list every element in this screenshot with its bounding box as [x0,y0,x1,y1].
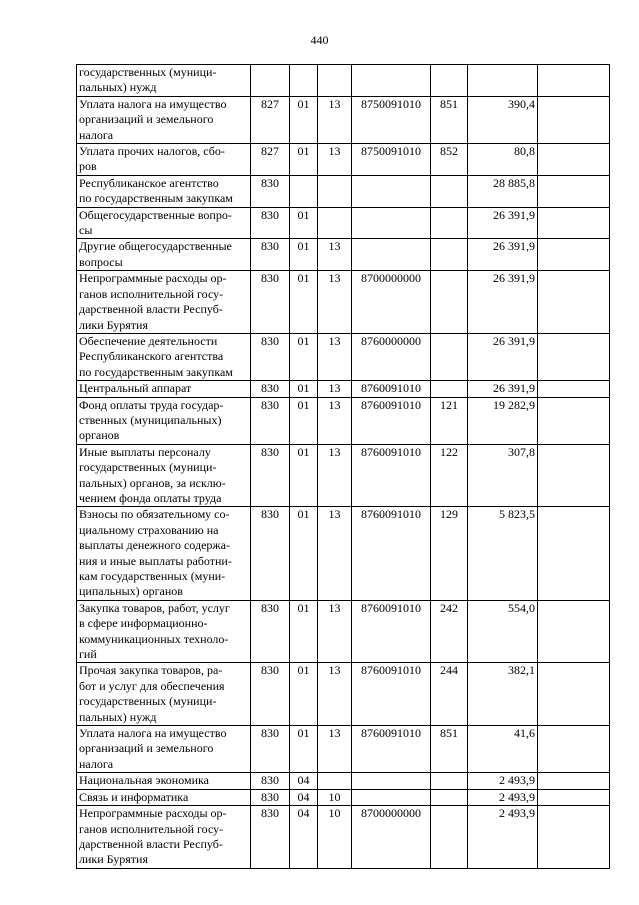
cell-amount: 26 391,9 [468,333,538,380]
cell-empty [538,789,610,805]
cell-expense-kind [431,65,468,97]
cell-code: 830 [251,806,290,869]
cell-target-article: 8760091010 [352,600,431,663]
name-line: дарственной власти Респуб- [79,836,223,851]
name-line: Взносы по обязательному со- [79,507,230,522]
name-line: Закупка товаров, работ, услуг [79,600,230,615]
cell-name [77,773,251,789]
cell-empty [538,271,610,334]
cell-target-article: 8760000000 [352,333,431,380]
cell-name [77,65,251,97]
cell-amount: 28 885,8 [468,175,538,207]
cell-expense-kind: 851 [431,96,468,143]
table-row [77,96,610,143]
cell-empty [538,773,610,789]
cell-amount: 19 282,9 [468,397,538,444]
name-line: Обеспечение деятельности [79,333,218,348]
cell-code: 830 [251,663,290,726]
cell-expense-kind: 122 [431,444,468,507]
name-line: Непрограммные расходы ор- [79,806,227,821]
name-line: выплаты денежного содержа- [79,538,231,553]
table-row [77,773,610,789]
name-line: организаций и земельного [79,112,214,127]
table-row [77,144,610,176]
cell-name [77,381,251,397]
cell-target-article [352,65,431,97]
table-row [77,271,610,334]
name-line: государственных (муници- [79,694,217,709]
table-row [77,806,610,869]
name-line: государственных (муници- [79,65,217,79]
cell-code: 830 [251,175,290,207]
name-line: пальных) нужд [79,709,157,724]
cell-empty [538,175,610,207]
name-line: государственных (муници- [79,460,217,475]
cell-amount: 307,8 [468,444,538,507]
cell-empty [538,65,610,97]
name-line: пальных) органов, за исклю- [79,475,226,490]
cell-expense-kind: 129 [431,507,468,600]
table-row [77,397,610,444]
cell-amount: 2 493,9 [468,789,538,805]
name-line: Центральный аппарат [79,381,192,396]
cell-code: 830 [251,381,290,397]
cell-code: 830 [251,333,290,380]
table-row [77,381,610,397]
cell-name [77,789,251,805]
cell-amount: 41,6 [468,726,538,773]
table-row [77,726,610,773]
cell-subsection: 13 [318,663,352,726]
name-line: бот и услуг для обеспечения [79,678,225,693]
name-line: ния и иные выплаты работни- [79,553,232,568]
cell-amount: 390,4 [468,96,538,143]
cell-name [77,175,251,207]
cell-subsection [318,207,352,239]
name-line: коммуникационных техноло- [79,631,229,646]
table-row [77,333,610,380]
cell-code: 827 [251,144,290,176]
cell-target-article [352,239,431,271]
cell-subsection: 13 [318,333,352,380]
cell-section: 01 [290,96,318,143]
cell-target-article: 8760091010 [352,397,431,444]
cell-code: 830 [251,773,290,789]
name-line: циальному страхованию на [79,522,219,537]
cell-subsection: 13 [318,271,352,334]
name-line: Непрограммные расходы ор- [79,271,227,286]
cell-empty [538,239,610,271]
cell-target-article: 8700000000 [352,271,431,334]
cell-subsection: 13 [318,726,352,773]
cell-code: 830 [251,271,290,334]
cell-empty [538,507,610,600]
cell-amount: 554,0 [468,600,538,663]
cell-section: 01 [290,726,318,773]
cell-name [77,726,251,773]
name-line: чением фонда оплаты труда [79,490,222,505]
cell-section: 01 [290,271,318,334]
cell-name [77,663,251,726]
cell-target-article: 8760091010 [352,444,431,507]
cell-expense-kind: 244 [431,663,468,726]
cell-subsection: 13 [318,444,352,507]
cell-code: 827 [251,96,290,143]
cell-empty [538,806,610,869]
cell-section: 01 [290,663,318,726]
cell-section: 01 [290,444,318,507]
name-line: Республиканского агентства [79,349,224,364]
cell-name [77,397,251,444]
cell-expense-kind [431,789,468,805]
cell-target-article: 8760091010 [352,381,431,397]
cell-subsection: 10 [318,789,352,805]
cell-subsection: 13 [318,144,352,176]
cell-code: 830 [251,239,290,271]
cell-amount [468,65,538,97]
cell-name [77,507,251,600]
name-line: лики Бурятия [79,852,148,867]
cell-empty [538,600,610,663]
cell-section: 01 [290,144,318,176]
budget-table [76,64,610,869]
cell-empty [538,333,610,380]
cell-subsection: 13 [318,96,352,143]
cell-subsection: 13 [318,381,352,397]
cell-section: 04 [290,806,318,869]
name-line: налога [79,756,114,771]
table-body [77,65,610,869]
cell-name [77,207,251,239]
name-line: Уплата налога на имущество [79,726,227,741]
cell-expense-kind [431,207,468,239]
name-line: органов [79,428,120,443]
cell-empty [538,444,610,507]
cell-target-article: 8750091010 [352,96,431,143]
page-number: 440 [310,33,329,47]
cell-subsection: 13 [318,507,352,600]
name-line: вопросы [79,254,123,269]
cell-section: 01 [290,507,318,600]
table-row [77,175,610,207]
table-row [77,789,610,805]
name-line: Другие общегосударственные [79,239,232,254]
cell-expense-kind: 242 [431,600,468,663]
cell-amount: 26 391,9 [468,239,538,271]
cell-section: 04 [290,789,318,805]
cell-expense-kind: 851 [431,726,468,773]
cell-expense-kind [431,175,468,207]
table-row [77,239,610,271]
name-line: ганов исполнительной госу- [79,821,224,836]
table-row [77,663,610,726]
name-line: Фонд оплаты труда государ- [79,397,224,412]
name-line: в сфере информационно- [79,616,208,631]
cell-code: 830 [251,600,290,663]
table-row [77,444,610,507]
cell-expense-kind [431,773,468,789]
cell-section: 01 [290,600,318,663]
name-line: по государственным закупкам [79,191,233,206]
table-row [77,600,610,663]
cell-target-article: 8760091010 [352,663,431,726]
cell-amount: 5 823,5 [468,507,538,600]
name-line: Общегосударственные вопро- [79,207,232,222]
cell-amount: 382,1 [468,663,538,726]
cell-code: 830 [251,726,290,773]
cell-amount: 2 493,9 [468,773,538,789]
cell-section: 01 [290,333,318,380]
cell-empty [538,96,610,143]
cell-section [290,175,318,207]
cell-code: 830 [251,444,290,507]
name-line: пальных) нужд [79,80,157,95]
name-line: Иные выплаты персоналу [79,444,211,459]
cell-name [77,444,251,507]
name-line: налога [79,127,114,142]
cell-name [77,144,251,176]
cell-expense-kind [431,381,468,397]
name-line: ственных (муниципальных) [79,412,222,427]
cell-subsection: 13 [318,600,352,663]
name-line: сы [79,223,93,238]
cell-section [290,65,318,97]
cell-subsection: 13 [318,397,352,444]
cell-target-article: 8700000000 [352,806,431,869]
name-line: дарственной власти Респуб- [79,302,223,317]
cell-name [77,96,251,143]
cell-name [77,271,251,334]
cell-subsection: 13 [318,239,352,271]
name-line: Национальная экономика [79,773,209,788]
cell-amount: 80,8 [468,144,538,176]
cell-code: 830 [251,397,290,444]
cell-section: 01 [290,239,318,271]
cell-amount: 26 391,9 [468,207,538,239]
name-line: лики Бурятия [79,317,148,332]
name-line: ров [79,159,97,174]
table-row [77,65,610,97]
cell-code: 830 [251,789,290,805]
cell-code: 830 [251,507,290,600]
cell-empty [538,663,610,726]
name-line: ганов исполнительной госу- [79,286,224,301]
cell-code [251,65,290,97]
cell-target-article: 8760091010 [352,726,431,773]
cell-amount: 26 391,9 [468,271,538,334]
cell-empty [538,381,610,397]
cell-name [77,239,251,271]
name-line: гий [79,647,97,662]
name-line: ципальных) органов [79,584,183,599]
cell-empty [538,144,610,176]
cell-expense-kind [431,806,468,869]
cell-target-article [352,207,431,239]
name-line: Уплата прочих налогов, сбо- [79,144,225,159]
cell-expense-kind [431,333,468,380]
table-row [77,207,610,239]
name-line: Прочая закупка товаров, ра- [79,663,223,678]
table-row [77,507,610,600]
cell-target-article: 8760091010 [352,507,431,600]
cell-name [77,333,251,380]
cell-section: 01 [290,207,318,239]
cell-subsection [318,773,352,789]
name-line: Уплата налога на имущество [79,96,227,111]
cell-expense-kind [431,239,468,271]
name-line: кам государственных (муни- [79,569,226,583]
cell-code: 830 [251,207,290,239]
cell-name [77,806,251,869]
cell-target-article: 8750091010 [352,144,431,176]
name-line: Республиканское агентство [79,175,219,190]
cell-section: 04 [290,773,318,789]
name-line: Связь и информатика [79,789,189,804]
cell-empty [538,207,610,239]
cell-expense-kind [431,271,468,334]
cell-expense-kind: 121 [431,397,468,444]
cell-section: 01 [290,381,318,397]
cell-name [77,600,251,663]
name-line: организаций и земельного [79,741,214,756]
cell-target-article [352,789,431,805]
cell-target-article [352,773,431,789]
cell-subsection: 10 [318,806,352,869]
cell-subsection [318,175,352,207]
cell-empty [538,726,610,773]
cell-expense-kind: 852 [431,144,468,176]
name-line: по государственным закупкам [79,364,233,379]
cell-section: 01 [290,397,318,444]
cell-empty [538,397,610,444]
cell-target-article [352,175,431,207]
cell-subsection [318,65,352,97]
cell-amount: 2 493,9 [468,806,538,869]
cell-amount: 26 391,9 [468,381,538,397]
